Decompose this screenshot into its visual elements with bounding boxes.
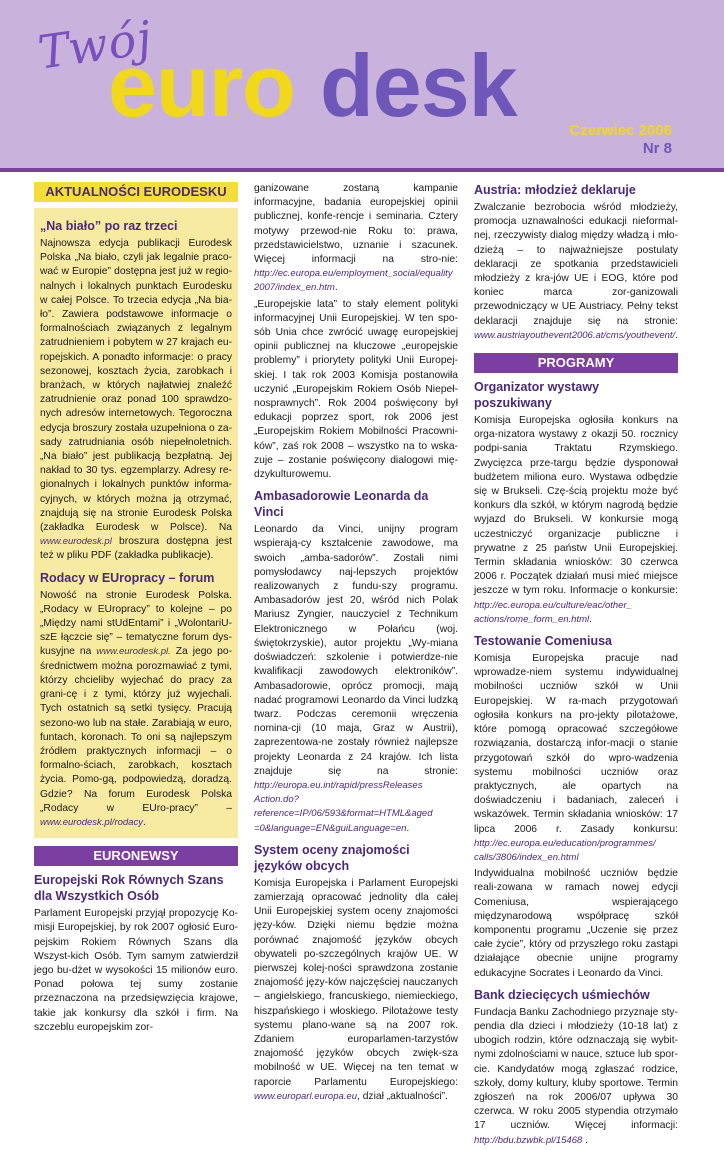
section-header-programy: PROGRAMY xyxy=(474,353,678,373)
article-body: Indywidualna mobilność uczniów będzie reali-zowana w ramach nowej edycji Comeniusa, wspierającego międzynarodową współpracę szkół komponentu programu „Uczenie się przez całe życie”, który od przyszłego roku zastąpi działające obecnie unijne programy edukacyjne Socrates i Leonardo da Vinci. xyxy=(474,868,678,979)
logo-twoj: Twój xyxy=(34,10,156,80)
article-title: Organizator wystawy poszukiwany xyxy=(474,380,600,411)
article-title: Bank dziecięcych uśmiechów xyxy=(474,987,650,1002)
article-title: Rodacy w EUropracy – forum xyxy=(40,570,215,585)
article-title: System oceny znajomości języków obcych xyxy=(254,842,410,873)
article-title: Europejski Rok Równych Szans dla Wszystkich Osób xyxy=(34,873,224,904)
news-box xyxy=(34,208,238,838)
issue-date: Czerwiec 2006 xyxy=(569,122,672,139)
article-title: Testowanie Comeniusa xyxy=(474,634,612,649)
article-body: Zwalczanie bezrobocia wśród młodzieży, promocja uznawalności edukacji nieformal-nej, rzeczywisty dialog między władzą i mło-dzieżą – to najważniejsze postulaty deklaracji ze spotkania przedstawicieli młodzieży z kra-jów UE i EOG, które pod koniec marca zor-ganizowali przewodniczący w UE Austriacy. Pełny tekst deklaracji znajduje się na stronie: www.austriayouthevent2006.at/cms/youthevent/. xyxy=(474,202,679,341)
masthead-rule xyxy=(0,168,724,172)
article-body: Komisja Europejska pracuje nad wprowadze-niem systemu indywidualnej mobilności uczniów szkół w Unii Europejskiej. W ra-mach przygotowań ogłosiła konkurs na pro-jekty pilotażowe, które pomogą opracować szczegółowe rozwiązania, dostarczą infor-macji o stanie przygotowań szkół do wpro-wadzenia systemu mobilności uczniów oraz praktycznych, ale opartych na doświadczeniu i badaniach, zaleceń i wskazówek. Termin składania wniosków: 17 lipca 2006 r. Zasady konkursu: http://ec.europa.eu/education/programmes/ calls/3806/index_en.html xyxy=(474,653,678,863)
article-link[interactable]: www.eurodesk.pl xyxy=(40,536,112,548)
article-body: Fundacja Banku Zachodniego przyznaje sty-pendia dla dzieci i młodzieży (10-18 lat) z ubogich rodzin, które odznaczają się wybit-nymi zdolnościami w nauce, sztuce lub spor-cie. Kandydatów mogą zgłaszać rodzice, szkoły, domy kultury, kluby sportowe. Termin zgłoszeń na rok 2006/07 upływa 30 czerwca. W roku 2005 stypendia otrzymało 17 uczniów. Więcej informacji: http://bdu.bzwbk.pl/15468 . xyxy=(474,1006,678,1146)
article-link[interactable]: http://ec.europa.eu/culture/eac/other_ actions/rome_form_en.html xyxy=(474,599,632,625)
article-body: Parlament Europejski przyjął propozycję Ko-misji Europejskiej, by rok 2007 ogłosić Euro-pejskim Rokiem Równych Szans dla Wszyst-kich Osób. Tym samym zatwierdził jego bu-dżet w wysokości 15 milionów euro. Ponad połowa tej sumy zostanie przeznaczona na przedsięwzięcia krajowe, takie jak konkursy dla szkół i firm. Na szczeblu europejskim zor- xyxy=(34,908,238,1033)
masthead xyxy=(0,0,724,168)
article-link[interactable]: www.eurodesk.pl. xyxy=(96,646,171,658)
article-link[interactable]: http://ec.europa.eu/education/programmes/ calls/3806/index_en.html xyxy=(474,837,656,863)
logo-desk: desk xyxy=(320,36,517,135)
column-2 xyxy=(254,182,458,1106)
article-body: Komisja Europejska ogłosiła konkurs na orga-nizatora wystawy z okazji 50. rocznicy podpi-sania Traktatu Rzymskiego. Zwycięzca prze-targu będzie dysponował budżetem miliona euro. Wystawa odbędzie się w Brukseli. Czę-ścią projektu może być konkurs dla szkół, w którym nagrodą będzie wyjazd do Brukseli. W konkursie mogą uczestniczyć organizacje publiczne i prywatne z 25 państw Unii Europejskiej. Termin składania wniosków: 30 czerwca 2006 r. Początek działań musi mieć miejsce jeszcze w tym roku. Informacje o konkursie: http://ec.europa.eu/culture/eac/other_ actions/rome_form_en.html. xyxy=(474,415,678,625)
section-header-euronewsy: EURONEWSY xyxy=(34,846,238,866)
article-link[interactable]: http://ec.europa.eu/employment_social/equality 2007/index_en.htm xyxy=(254,268,453,294)
column-3 xyxy=(474,182,678,1150)
section-header-aktualnosci: AKTUALNOŚCI EURODESKU xyxy=(34,182,238,202)
logo-euro: euro xyxy=(108,36,295,135)
article-body: Najnowsza edycja publikacji Eurodesk Polska „Na biało, czyli jak legalnie praco-wać w Europie” dostępna jest już w regio-nalnych i lokalnych punktach Eurodesku w całej Polsce. To trzecia edycja „Na bia-ło”. Zawiera podstawowe informacje o formalnościach związanych z legalnym zatrudnieniem i pobytem w 27 krajach eu-ropejskich. A ponadto informacje: o pracy sezonowej, kosztach życia, zarobkach i branżach, w których najłatwiej znaleźć zatrudnienie oraz ponad 100 sprawdzo-nych adresów internetowych. Tegoroczna edycja broszury została uzupełniona o za-sady zatrudniania osób niepełnoletnich. „Na biało” jest publikacją bezpłatną. Jej nakład to 30 tys. egzemplarzy. Adresy re-gionalnych i lokalnych punktów informa-cyjnych, w których można ją otrzymać, znajdują się na stronie Eurodesk Polska (zakładka Eurodesk w Polsce). Na www.eurodesk.pl broszura dostępna jest też w pliku PDF (zakładka publikacje). xyxy=(40,238,232,562)
article-link[interactable]: www.eurodesk.pl/rodacy xyxy=(40,816,143,828)
article-link[interactable]: www.austriayouthevent2006.at/cms/youthevent/ xyxy=(474,329,676,341)
article-link[interactable]: http://europa.eu.int/rapid/pressReleases Action.do?reference=IP/06/593&format=HTML&aged =0&language=EN&guiLanguage=en xyxy=(254,779,433,834)
article-body: ganizowane zostaną kampanie informacyjne, badania europejskiej opinii publicznej, konfe-rencje i seminaria. Cztery motywy przewod-nie Roku to: prawa, przedstawicielstwo, uznanie i szacunek. Więcej informacji na stro-nie: http://ec.europa.eu/employment_social/equality 2007/index_en.htm. xyxy=(254,183,458,294)
article-title: Austria: młodzież deklaruje xyxy=(474,183,636,197)
article-link[interactable]: www.europarl.europa.eu xyxy=(254,1090,357,1102)
article-body: Leonardo da Vinci, unijny program wspierają-cy kształcenie zawodowe, ma swoich „amba-sadorów”. Zostali nimi pomysłodawcy naj-lepszych projektów realizowanych z fundu-szy programu. Ambasadorów jest 20, wśród nich Polak Mariusz Zyngier, nauczyciel z Technikum Elektronicznego w Połańcu (woj. świętokrzyskie), autor projektu „Wy-miana doświadczeń: szkolenie i potwierdze-nie kwalifikacji zawodowych elektroników”. Ambasadorowie, oprócz promocji, mają nadać programowi Leonardo da Vinci ludzką twarz. Podczas ceremonii wręczenia nomina-cji (10 maja, Graz w Austrii), zaprezentowa-ne zostały również najlepsze projekty Leonarda z 24 krajów. Ich lista znajduje się na stronie: http://europa.eu.int/rapid/pressReleases Action.do?reference=IP/06/593&format=HTML&aged =0&language=EN&guiLanguage=en. xyxy=(254,524,458,834)
article-body: „Europejskie lata” to stały element polityki informacyjnej Unii Europejskiej. W ten spo-sób Unia chce zwrócić uwagę europejskiej opinii publicznej na kluczowe „europejskie problemy” i priorytety polityki Unii Europej-skiej. I tak rok 2003 Komisja postanowiła uczynić „Europejskim Rokiem Osób Niepeł-nosprawnych”. Rok 2004 poświęcony był edukacji poprzez sport, rok 2006 jest „Europejskim Rokiem Mobilności Pracowni-ków”, zaś rok 2008 – wszystko na to wska-zuje – zostanie poświęcony dialogowi mię-dzykulturowemu. xyxy=(254,298,458,481)
article-title: „Na biało” po raz trzeci xyxy=(40,219,178,233)
article-body: Nowość na stronie Eurodesk Polska. „Rodacy w EUropracy” to kolejne – po „Między nami stUdEntami” i „WolontariU-szE łączcie się” – tematyczne forum dys-kusyjne na www.eurodesk.pl. Za jego po-średnictwem można porozmawiać z tymi, którzy chcieliby wyjechać do pracy za grani-cę i z tymi, którzy już wyjechali. Tych ostatnich są setki tysięcy. Pracują sezono-wo lub na stałe. Zarabiają w euro, funtach, koronach. To oni są najlepszym źródłem praktycznych informacji – o formalno-ściach, zarobkach, kosztach życia. Pomo-gą, podpowiedzą, doradzą. Gdzie? Na forum Eurodesk Polska „Rodacy w EUro-pracy” – www.eurodesk.pl/rodacy. xyxy=(40,589,232,828)
article-body: Komisja Europejska i Parlament Europejski zamierzają opracować jednolity dla całej Unii Europejskiej system oceny znajomości języ-ków. Dzięki niemu będzie można porównać znajomość języków obcych obywateli po-szczególnych krajów UE. W pierwszej kolej-ności sprawdzona zostanie znajomość języ-ków najczęściej nauczanych – angielskiego, francuskiego, niemieckiego, hiszpańskiego i włoskiego. Pilotażowe testy systemu plano-wane są na 2007 rok. Zdaniem europarlamen-tarzystów znajomość języków obcych zwięk-sza mobilność w UE. Więcej na ten temat w raporcie Parlamentu Europejskiego: www.europarl.europa.eu, dział „aktualności”. xyxy=(254,877,458,1102)
article-title: Ambasadorowie Leonarda da Vinci xyxy=(254,489,429,520)
column-1 xyxy=(34,182,238,1037)
issue-number: Nr 8 xyxy=(642,140,672,157)
article-link[interactable]: http://bdu.bzwbk.pl/15468 xyxy=(474,1134,583,1146)
